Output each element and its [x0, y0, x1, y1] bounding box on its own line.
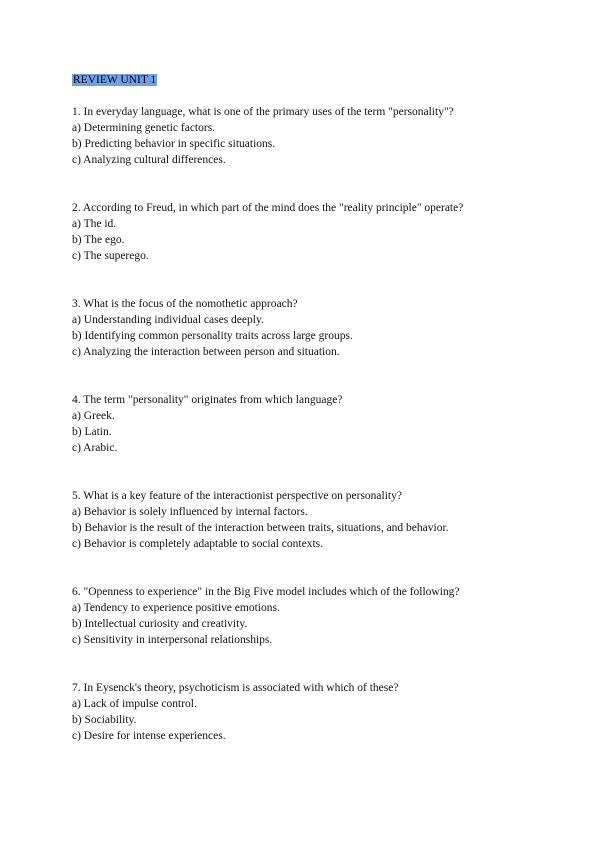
- document-title: REVIEW UNIT 1: [73, 74, 157, 86]
- option-a: a) Tendency to experience positive emotions.: [72, 602, 280, 614]
- option-c: c) Analyzing the interaction between person and situation.: [72, 346, 340, 358]
- option-c: c) The superego.: [72, 250, 149, 262]
- option-b: b) Intellectual curiosity and creativity.: [72, 618, 248, 630]
- option-a: a) Greek.: [72, 410, 115, 422]
- question-6: [72, 584, 532, 648]
- option-a: a) Understanding individual cases deeply.: [72, 314, 264, 326]
- option-b: b) Predicting behavior in specific situations.: [72, 138, 276, 150]
- question-4: [72, 392, 532, 456]
- document-page: [72, 72, 532, 776]
- option-c: c) Behavior is completely adaptable to social contexts.: [72, 538, 324, 550]
- question-3: [72, 296, 532, 360]
- question-text: 6. "Openness to experience" in the Big Five model includes which of the following?: [72, 586, 460, 598]
- option-a: a) Lack of impulse control.: [72, 698, 197, 710]
- question-5: [72, 488, 532, 552]
- question-text: 3. What is the focus of the nomothetic approach?: [72, 298, 298, 310]
- question-7: [72, 680, 532, 744]
- option-b: b) Behavior is the result of the interaction between traits, situations, and behavior.: [72, 522, 449, 534]
- question-text: 7. In Eysenck's theory, psychoticism is associated with which of these?: [72, 682, 399, 694]
- option-a: a) Determining genetic factors.: [72, 122, 216, 134]
- option-c: c) Desire for intense experiences.: [72, 730, 226, 742]
- option-b: b) The ego.: [72, 234, 125, 246]
- option-c: c) Analyzing cultural differences.: [72, 154, 226, 166]
- question-text: 2. According to Freud, in which part of the mind does the "reality principle" operate?: [72, 202, 464, 214]
- question-text: 4. The term "personality" originates from which language?: [72, 394, 343, 406]
- option-c: c) Sensitivity in interpersonal relationships.: [72, 634, 273, 646]
- option-b: b) Latin.: [72, 426, 112, 438]
- question-1: [72, 104, 532, 168]
- title-line: [72, 72, 532, 88]
- question-text: 5. What is a key feature of the interactionist perspective on personality?: [72, 490, 402, 502]
- question-text: 1. In everyday language, what is one of the primary uses of the term "personality"?: [72, 106, 454, 118]
- option-a: a) The id.: [72, 218, 117, 230]
- option-b: b) Sociability.: [72, 714, 137, 726]
- option-b: b) Identifying common personality traits across large groups.: [72, 330, 353, 342]
- question-2: [72, 200, 532, 264]
- option-c: c) Arabic.: [72, 442, 118, 454]
- option-a: a) Behavior is solely influenced by internal factors.: [72, 506, 308, 518]
